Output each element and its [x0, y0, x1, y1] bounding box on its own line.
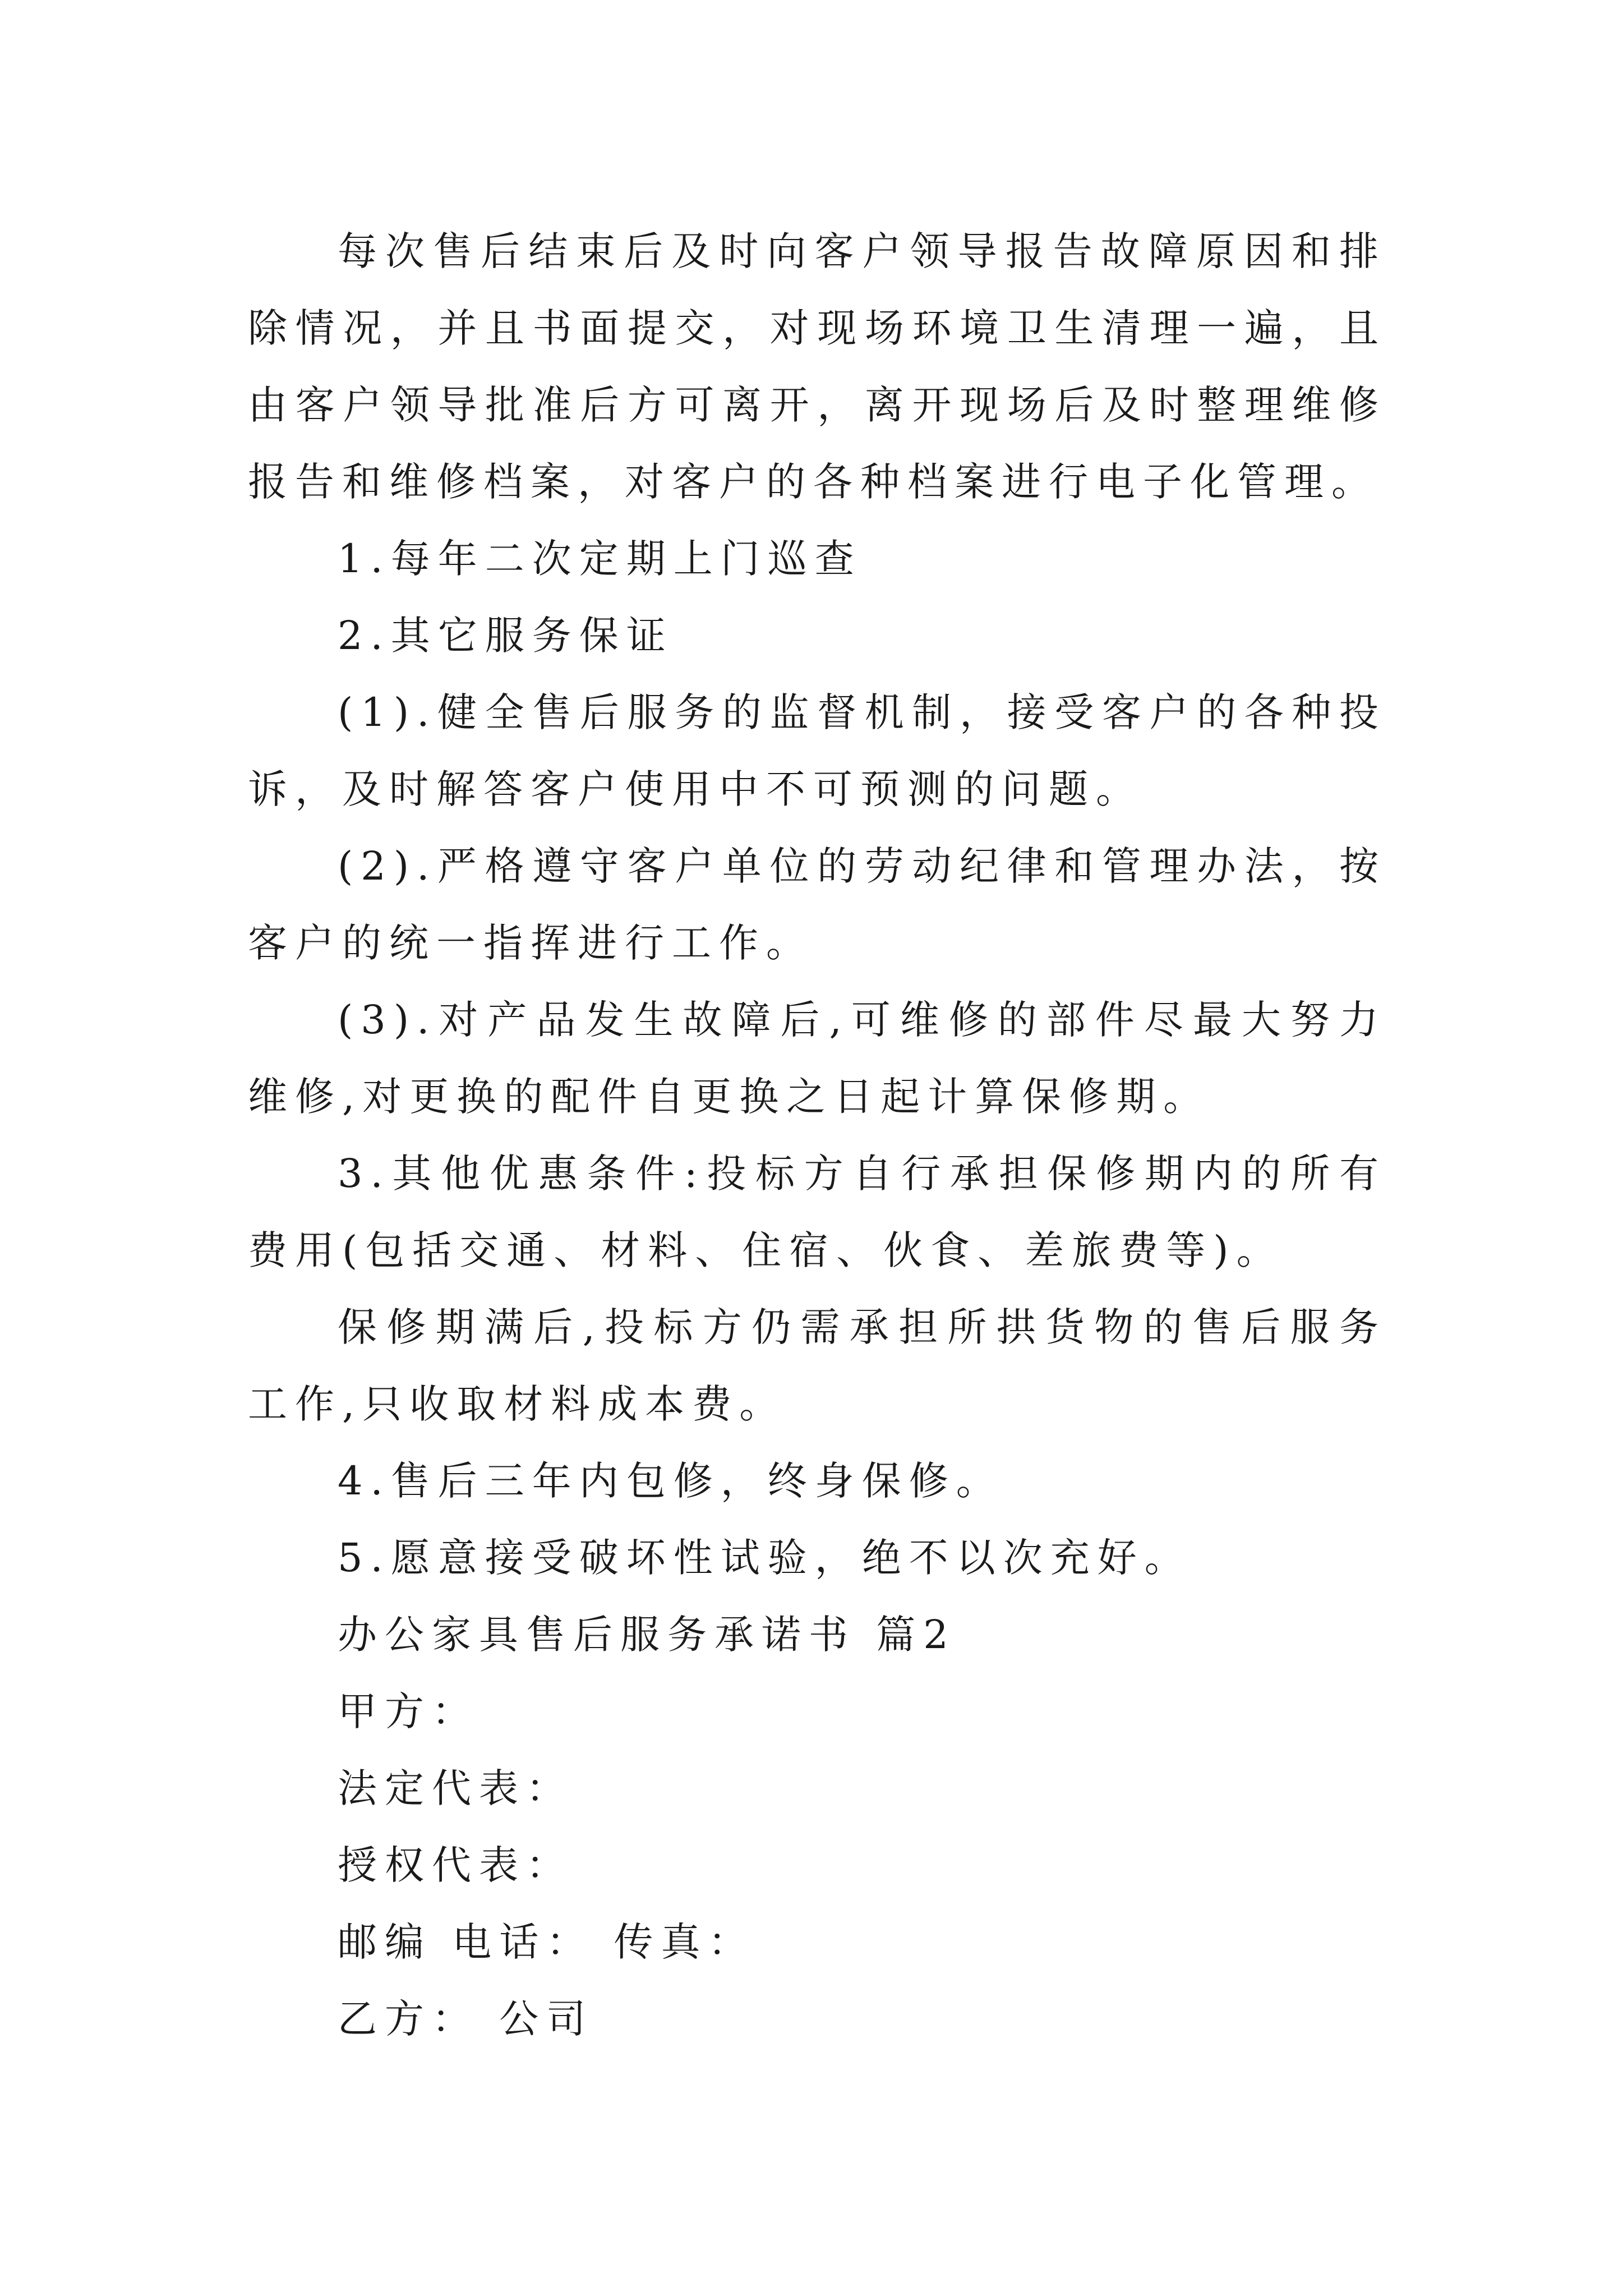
sub-item-1: (1).健全售后服务的监督机制，接受客户的各种投诉，及时解答客户使用中不可预测的问题。: [248, 689, 1386, 812]
party-b-line: 乙方： 公司: [338, 1996, 594, 2042]
sub-item-3: (3).对产品发生故障后,可维修的部件尽最大努力维修,对更换的配件自更换之日起计算保修期。: [248, 997, 1386, 1120]
authorized-representative-line: 授权代表：: [338, 1842, 573, 1888]
list-item-4: 4.售后三年内包修，终身保修。: [338, 1458, 1003, 1504]
paragraph-after-sales-report: 每次售后结束后及时向客户领导报告故障原因和排除情况，并且书面提交，对现场环境卫生清理一遍，且由客户领导批准后方可离开，离开现场后及时整理维修报告和维修档案，对客户的各种档案进行电子化管理。: [248, 228, 1386, 505]
party-a-line: 甲方：: [338, 1688, 479, 1734]
list-item-5: 5.愿意接受破坏性试验，绝不以次充好。: [338, 1535, 1192, 1581]
paragraph-warranty-expiry: 保修期满后,投标方仍需承担所拱货物的售后服务工作,只收取材料成本费。: [248, 1304, 1386, 1427]
document-body: [248, 213, 1386, 2058]
contact-line: 邮编 电话： 传真：: [338, 1919, 755, 1965]
legal-representative-line: 法定代表：: [338, 1765, 573, 1811]
section-heading: 办公家具售后服务承诺书 篇2: [338, 1612, 956, 1658]
list-item-2: 2.其它服务保证: [338, 613, 674, 659]
sub-item-2: (2).严格遵守客户单位的劳动纪律和管理办法，按客户的统一指挥进行工作。: [248, 843, 1386, 966]
list-item-1: 1.每年二次定期上门巡查: [338, 536, 862, 582]
list-item-3: 3.其他优惠条件:投标方自行承担保修期内的所有费用(包括交通、材料、住宿、伙食、差旅费等)。: [248, 1151, 1386, 1273]
